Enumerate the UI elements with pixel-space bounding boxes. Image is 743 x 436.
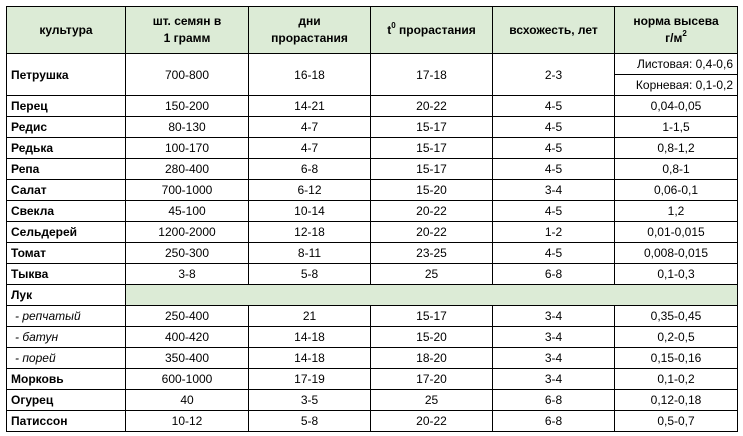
norm-cell: 0,1-0,3 — [615, 264, 738, 285]
temp-cell: 18-20 — [371, 348, 493, 369]
seeds-cell: 600-1000 — [126, 369, 249, 390]
table-row — [7, 96, 738, 117]
group-fill — [126, 285, 738, 306]
seeds-cell: 250-400 — [126, 306, 249, 327]
seeds-cell: 10-12 — [126, 411, 249, 432]
germination-cell: 4-5 — [493, 159, 615, 180]
culture-name: - репчатый — [7, 306, 126, 327]
culture-name: Морковь — [7, 369, 126, 390]
temp-cell: 17-18 — [371, 54, 493, 96]
culture-name: Томат — [7, 243, 126, 264]
temp-cell: 20-22 — [371, 411, 493, 432]
header-sowing-norm: норма высева $г/м^2$ — [615, 7, 738, 54]
days-cell: 4-7 — [249, 117, 371, 138]
header-germination-days: дни прорастания — [249, 7, 371, 54]
days-cell: 14-18 — [249, 327, 371, 348]
germination-cell: 3-4 — [493, 369, 615, 390]
norm-cell: 0,1-0,2 — [615, 369, 738, 390]
temp-cell: 23-25 — [371, 243, 493, 264]
germination-cell: 6-8 — [493, 390, 615, 411]
germination-cell: 4-5 — [493, 201, 615, 222]
seeds-cell: 40 — [126, 390, 249, 411]
days-cell: 6-8 — [249, 159, 371, 180]
culture-name: Редька — [7, 138, 126, 159]
norm-cell: 0,04-0,05 — [615, 96, 738, 117]
days-cell: 6-12 — [249, 180, 371, 201]
germination-cell: 3-4 — [493, 327, 615, 348]
temp-cell: 20-22 — [371, 222, 493, 243]
temp-cell: 25 — [371, 390, 493, 411]
culture-name: - батун — [7, 327, 126, 348]
norm-cell: 1,2 — [615, 201, 738, 222]
culture-name: Огурец — [7, 390, 126, 411]
temp-cell: 20-22 — [371, 201, 493, 222]
culture-name: Лук — [7, 285, 126, 306]
header-seeds-per-gram: шт. семян в 1 грамм — [126, 7, 249, 54]
norm-leaf: Листовая: 0,4-0,6 — [615, 54, 737, 75]
germination-cell: 2-3 — [493, 54, 615, 96]
seeds-cell: 700-800 — [126, 54, 249, 96]
norm-root: Корневая: 0,1-0,2 — [635, 78, 733, 92]
table-row — [7, 306, 738, 327]
table-row-parsley — [7, 54, 738, 96]
culture-name: Тыква — [7, 264, 126, 285]
table-row — [7, 159, 738, 180]
norm-cell — [615, 54, 738, 96]
days-cell: 4-7 — [249, 138, 371, 159]
table-row — [7, 369, 738, 390]
temp-cell: 15-20 — [371, 327, 493, 348]
seeds-cell: 350-400 — [126, 348, 249, 369]
seeds-cell: 250-300 — [126, 243, 249, 264]
culture-name: Перец — [7, 96, 126, 117]
header-germination-years: всхожесть, лет — [493, 7, 615, 54]
table-row — [7, 243, 738, 264]
norm-cell: 0,5-0,7 — [615, 411, 738, 432]
days-cell: 21 — [249, 306, 371, 327]
days-cell: 5-8 — [249, 411, 371, 432]
header-row — [7, 7, 738, 54]
temp-cell: 15-17 — [371, 117, 493, 138]
days-cell: 17-19 — [249, 369, 371, 390]
seeds-cell: 280-400 — [126, 159, 249, 180]
days-cell: 5-8 — [249, 264, 371, 285]
temp-cell: 15-17 — [371, 306, 493, 327]
table-row — [7, 222, 738, 243]
culture-name: - порей — [7, 348, 126, 369]
table-row — [7, 348, 738, 369]
days-cell: 3-5 — [249, 390, 371, 411]
culture-name: Салат — [7, 180, 126, 201]
table-row — [7, 390, 738, 411]
seeds-cell: 400-420 — [126, 327, 249, 348]
germination-cell: 6-8 — [493, 264, 615, 285]
temp-cell: 15-20 — [371, 180, 493, 201]
table-row-onion-group — [7, 285, 738, 306]
temp-cell: 17-20 — [371, 369, 493, 390]
germination-cell: 3-4 — [493, 348, 615, 369]
norm-cell: 0,12-0,18 — [615, 390, 738, 411]
germination-cell: 4-5 — [493, 96, 615, 117]
table-row — [7, 264, 738, 285]
table-row — [7, 180, 738, 201]
temp-cell: 15-17 — [371, 138, 493, 159]
norm-cell: 1-1,5 — [615, 117, 738, 138]
seeds-cell: 80-130 — [126, 117, 249, 138]
culture-name: Сельдерей — [7, 222, 126, 243]
seeds-cell: 45-100 — [126, 201, 249, 222]
seeds-cell: 700-1000 — [126, 180, 249, 201]
seeds-cell: 1200-2000 — [126, 222, 249, 243]
norm-cell: 0,35-0,45 — [615, 306, 738, 327]
table-row — [7, 117, 738, 138]
norm-cell: 0,8-1,2 — [615, 138, 738, 159]
temp-cell: 25 — [371, 264, 493, 285]
temp-cell: 15-17 — [371, 159, 493, 180]
seed-sowing-table — [6, 6, 738, 432]
germination-cell: 4-5 — [493, 117, 615, 138]
germination-cell: 6-8 — [493, 411, 615, 432]
table-row — [7, 201, 738, 222]
seeds-cell: 150-200 — [126, 96, 249, 117]
germination-cell: 3-4 — [493, 306, 615, 327]
norm-cell: 0,06-0,1 — [615, 180, 738, 201]
table-row — [7, 411, 738, 432]
table-row — [7, 138, 738, 159]
seeds-cell: 100-170 — [126, 138, 249, 159]
germination-cell: 4-5 — [493, 243, 615, 264]
culture-name: Патиссон — [7, 411, 126, 432]
norm-cell: 0,008-0,015 — [615, 243, 738, 264]
days-cell: 10-14 — [249, 201, 371, 222]
culture-name: Репа — [7, 159, 126, 180]
germination-cell: 4-5 — [493, 138, 615, 159]
germination-cell: 1-2 — [493, 222, 615, 243]
header-culture: культура — [7, 7, 126, 54]
table-row — [7, 327, 738, 348]
days-cell: 14-18 — [249, 348, 371, 369]
culture-name: Свекла — [7, 201, 126, 222]
germination-cell: 3-4 — [493, 180, 615, 201]
days-cell: 12-18 — [249, 222, 371, 243]
norm-cell: 0,2-0,5 — [615, 327, 738, 348]
seeds-cell: 3-8 — [126, 264, 249, 285]
norm-cell: 0,15-0,16 — [615, 348, 738, 369]
norm-cell: 0,8-1 — [615, 159, 738, 180]
header-germination-temperature: $t^0$ прорастания — [371, 7, 493, 54]
temp-cell: 20-22 — [371, 96, 493, 117]
culture-name: Редис — [7, 117, 126, 138]
culture-name: Петрушка — [7, 54, 126, 96]
days-cell: 8-11 — [249, 243, 371, 264]
days-cell: 16-18 — [249, 54, 371, 96]
days-cell: 14-21 — [249, 96, 371, 117]
norm-cell: 0,01-0,015 — [615, 222, 738, 243]
